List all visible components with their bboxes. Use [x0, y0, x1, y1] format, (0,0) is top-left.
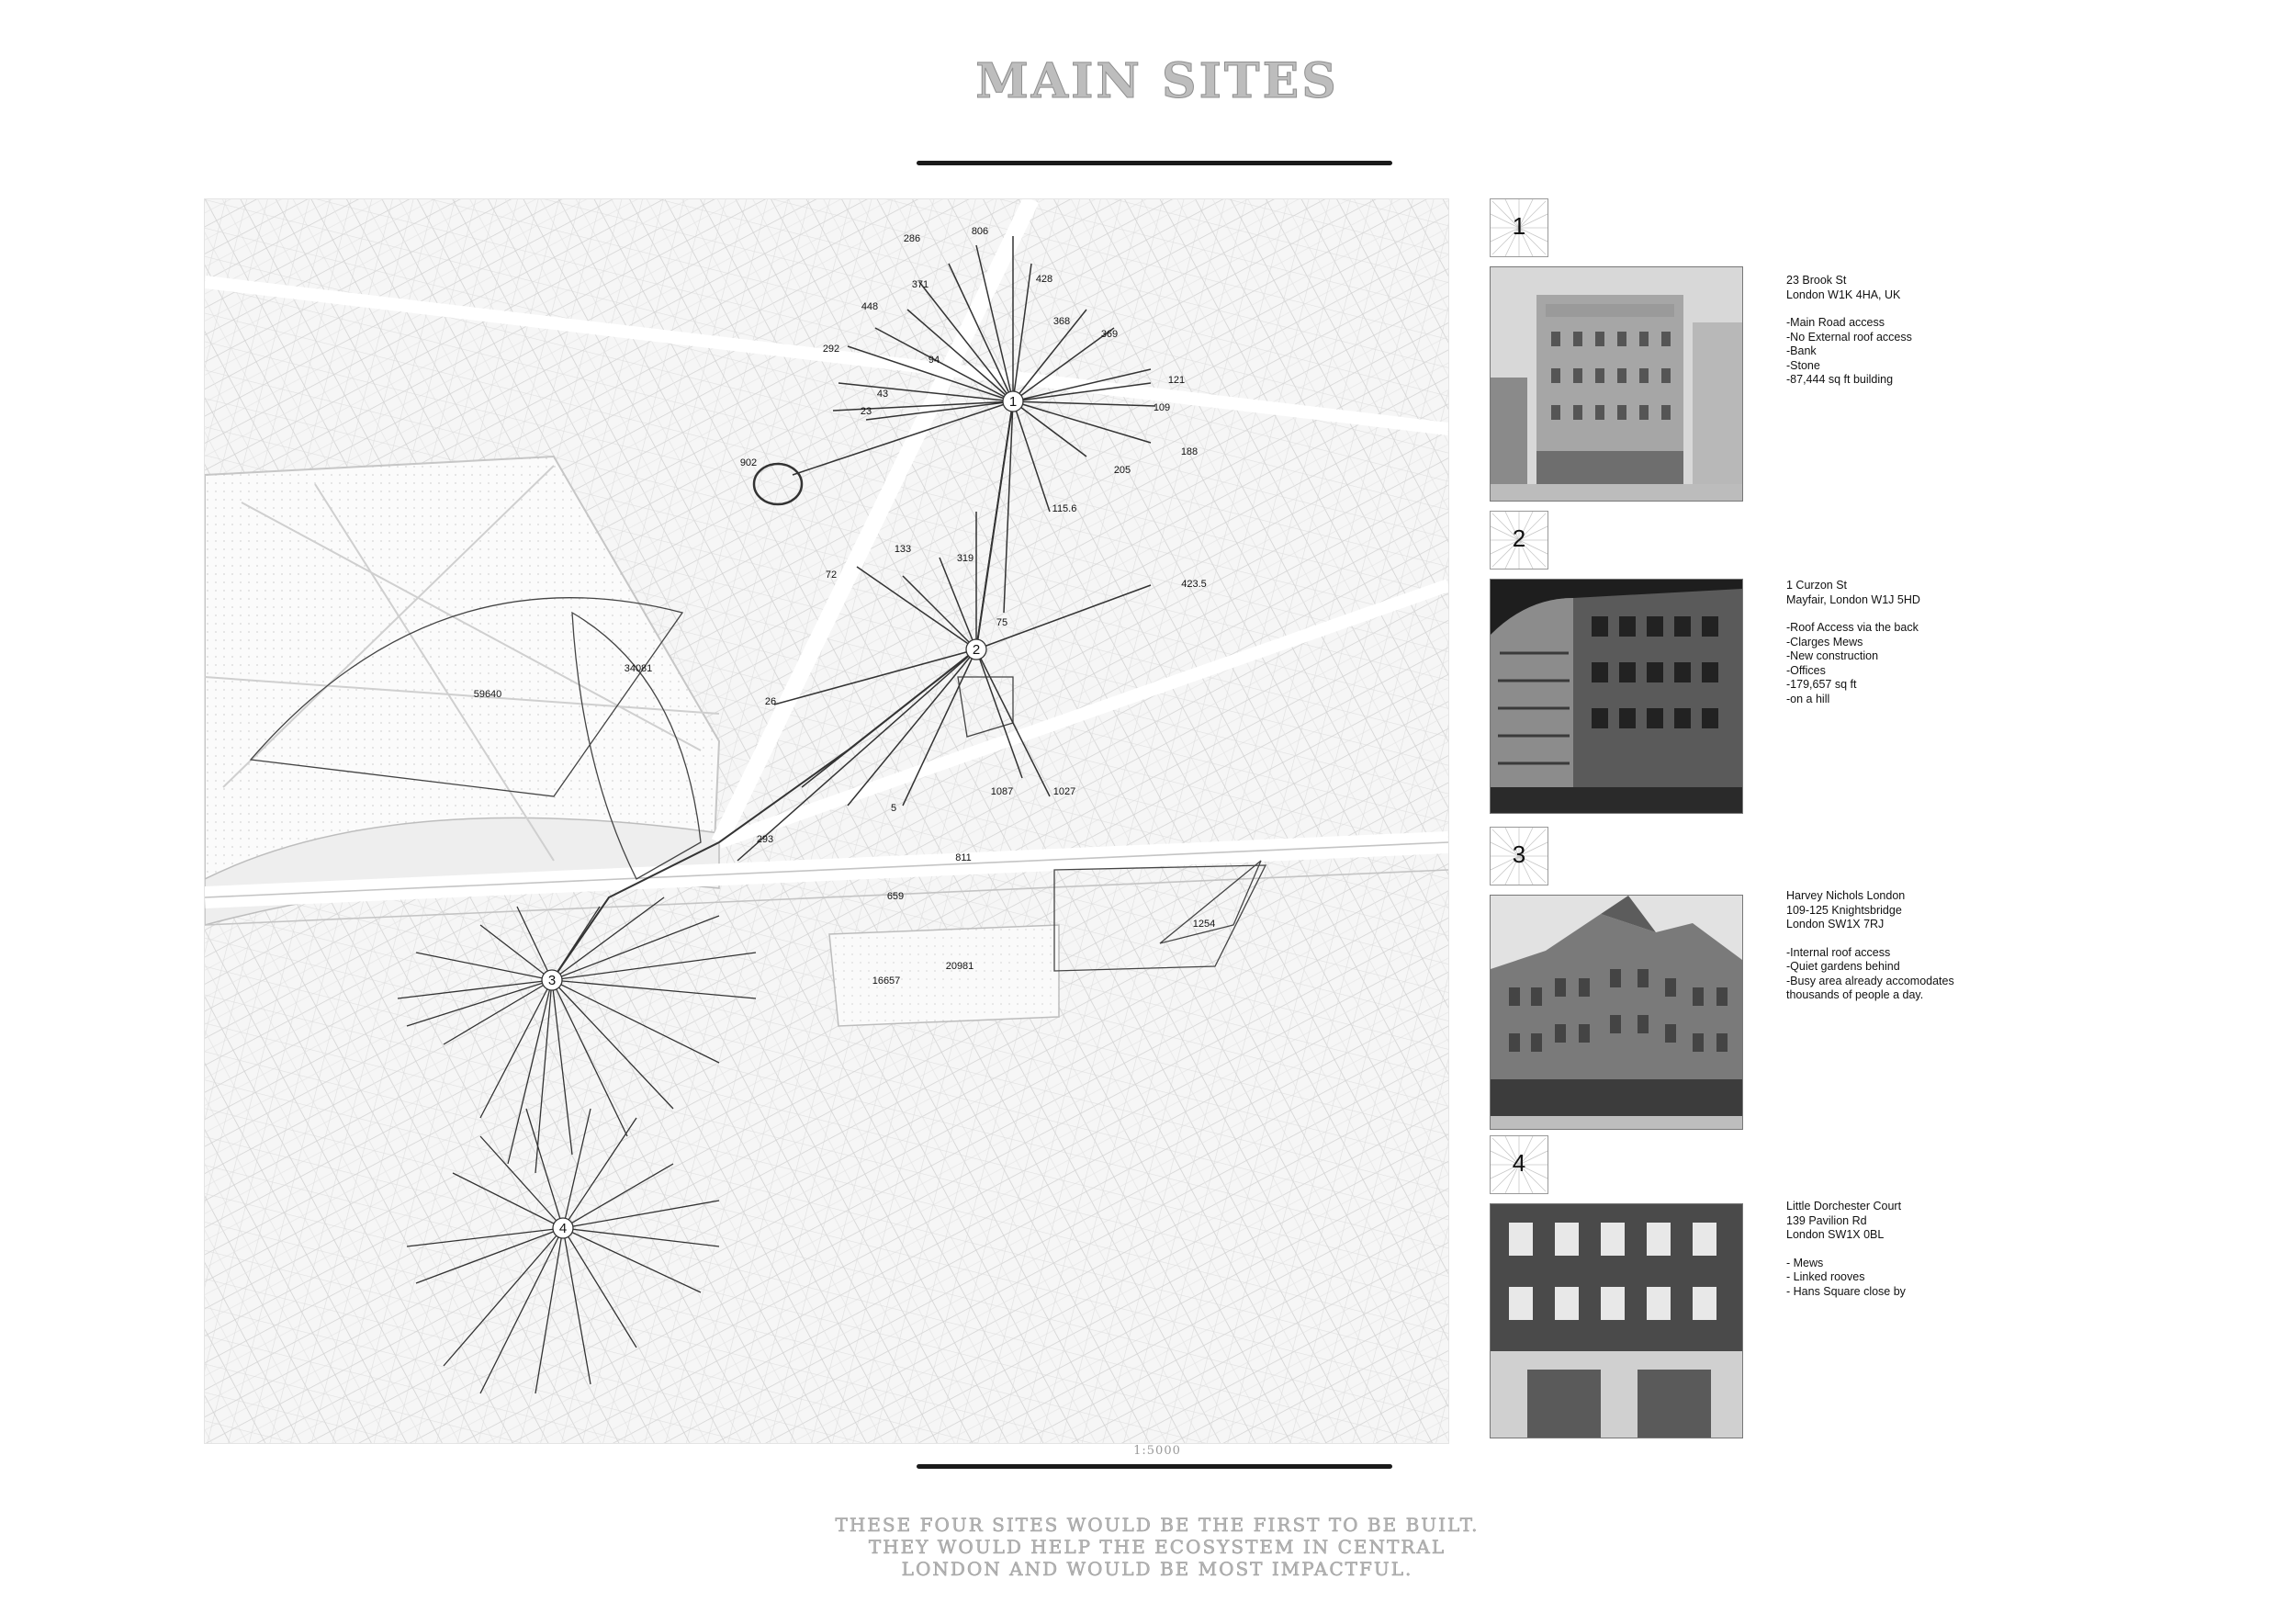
info-line: - Mews	[1786, 1256, 1824, 1269]
site-3-number: 3	[1512, 840, 1526, 868]
site-3-number-box	[1490, 827, 1548, 885]
area-label: 121	[1167, 375, 1186, 386]
area-label: 369	[1100, 329, 1119, 340]
caption-line: THESE FOUR SITES WOULD BE THE FIRST TO BE BUILT.	[835, 1514, 1480, 1536]
info-line: -Quiet gardens behind	[1786, 960, 1900, 973]
info-line: -179,657 sq ft	[1786, 678, 1857, 691]
site-1-label: 1	[1008, 394, 1018, 410]
area-label: 133	[894, 544, 912, 555]
area-label: 1254	[1192, 919, 1216, 930]
top-divider	[917, 161, 1392, 165]
caption	[827, 1514, 1488, 1580]
area-label: 109	[1153, 402, 1171, 413]
site-1-number: 1	[1512, 212, 1526, 240]
caption-line: THEY WOULD HELP THE ECOSYSTEM IN CENTRAL	[868, 1536, 1446, 1558]
area-label: 5	[890, 803, 897, 814]
area-label: 59640	[473, 689, 502, 700]
site-3-photo[interactable]	[1490, 895, 1743, 1130]
site-1-info	[1786, 274, 2007, 388]
building-photo	[1491, 580, 1742, 813]
building-photo	[1491, 896, 1742, 1129]
area-label: 902	[739, 457, 758, 468]
site-3-label: 3	[547, 973, 557, 988]
area-label: 293	[756, 834, 774, 845]
page-title: MAIN SITES	[975, 53, 1339, 109]
site-2-number-box	[1490, 511, 1548, 570]
area-label: 188	[1180, 446, 1199, 457]
area-label: 75	[996, 617, 1008, 628]
info-line: - Linked rooves	[1786, 1270, 1865, 1283]
site-1-photo[interactable]	[1490, 266, 1743, 502]
info-line: 109-125 Knightsbridge	[1786, 903, 1902, 917]
area-label: 26	[764, 696, 777, 707]
area-label: 1027	[1052, 786, 1076, 797]
info-line: -Main Road access	[1786, 316, 1885, 329]
site-2-number: 2	[1512, 524, 1526, 552]
area-label: 94	[928, 355, 940, 366]
area-label: 23	[860, 406, 872, 417]
area-label: 423.5	[1181, 579, 1207, 590]
info-line: London SW1X 0BL	[1786, 1228, 1885, 1241]
area-label: 16657	[872, 976, 901, 987]
site-2-label: 2	[972, 642, 981, 658]
area-label: 806	[971, 226, 989, 237]
info-line: -Bank	[1786, 344, 1817, 357]
site-4-label: 4	[558, 1221, 568, 1236]
info-line: Mayfair, London W1J 5HD	[1786, 592, 1920, 606]
area-label: 20981	[945, 961, 974, 972]
area-label: 292	[822, 344, 840, 355]
info-line: -New construction	[1786, 649, 1879, 662]
area-label: 1087	[990, 786, 1014, 797]
site-4-info	[1786, 1200, 2007, 1299]
site-1-number-box	[1490, 198, 1548, 257]
info-line: -Roof Access via the back	[1786, 621, 1919, 634]
site-3-info	[1786, 889, 2007, 1003]
info-line: 1 Curzon St	[1786, 579, 1848, 592]
area-label: 659	[886, 891, 905, 902]
area-label: 286	[903, 233, 921, 244]
info-line: -on a hill	[1786, 692, 1830, 705]
info-line: London SW1X 7RJ	[1786, 918, 1885, 930]
info-line: - Hans Square close by	[1786, 1284, 1906, 1298]
area-label: 811	[955, 852, 972, 863]
map-scale: 1:5000	[1133, 1444, 1181, 1458]
area-label: 115.6	[1052, 503, 1077, 514]
info-line: -Clarges Mews	[1786, 635, 1863, 648]
info-line: 23 Brook St	[1786, 274, 1847, 287]
caption-line: LONDON AND WOULD BE MOST IMPACTFUL.	[901, 1558, 1413, 1580]
area-label: 428	[1035, 274, 1053, 285]
info-line: -No External roof access	[1786, 330, 1912, 344]
info-line: Harvey Nichols London	[1786, 889, 1906, 902]
site-map[interactable]	[204, 198, 1449, 1444]
info-line: -Internal roof access	[1786, 945, 1891, 959]
info-line: -87,444 sq ft building	[1786, 373, 1894, 386]
info-line: -Offices	[1786, 663, 1826, 677]
area-label: 371	[911, 279, 929, 290]
site-2-photo[interactable]	[1490, 579, 1743, 814]
map-drawing	[205, 199, 1448, 1443]
area-label: 72	[825, 570, 838, 581]
info-line: London W1K 4HA, UK	[1786, 288, 1901, 301]
area-label: 205	[1113, 465, 1131, 476]
building-photo	[1491, 1204, 1742, 1438]
building-photo	[1491, 267, 1742, 501]
info-line: 139 Pavilion Rd	[1786, 1213, 1867, 1227]
site-4-photo[interactable]	[1490, 1203, 1743, 1438]
info-line: thousands of people a day.	[1786, 988, 1924, 1001]
bottom-divider	[917, 1464, 1392, 1469]
info-line: Little Dorchester Court	[1786, 1200, 1902, 1212]
area-label: 448	[861, 301, 879, 312]
info-line: -Busy area already accomodates	[1786, 974, 1954, 987]
site-4-number: 4	[1512, 1149, 1526, 1177]
area-label: 43	[876, 389, 889, 400]
site-2-info	[1786, 579, 2007, 706]
area-label: 34081	[624, 663, 653, 674]
area-label: 319	[956, 553, 974, 564]
area-label: 368	[1052, 316, 1071, 327]
site-4-number-box	[1490, 1135, 1548, 1194]
info-line: -Stone	[1786, 358, 1820, 372]
